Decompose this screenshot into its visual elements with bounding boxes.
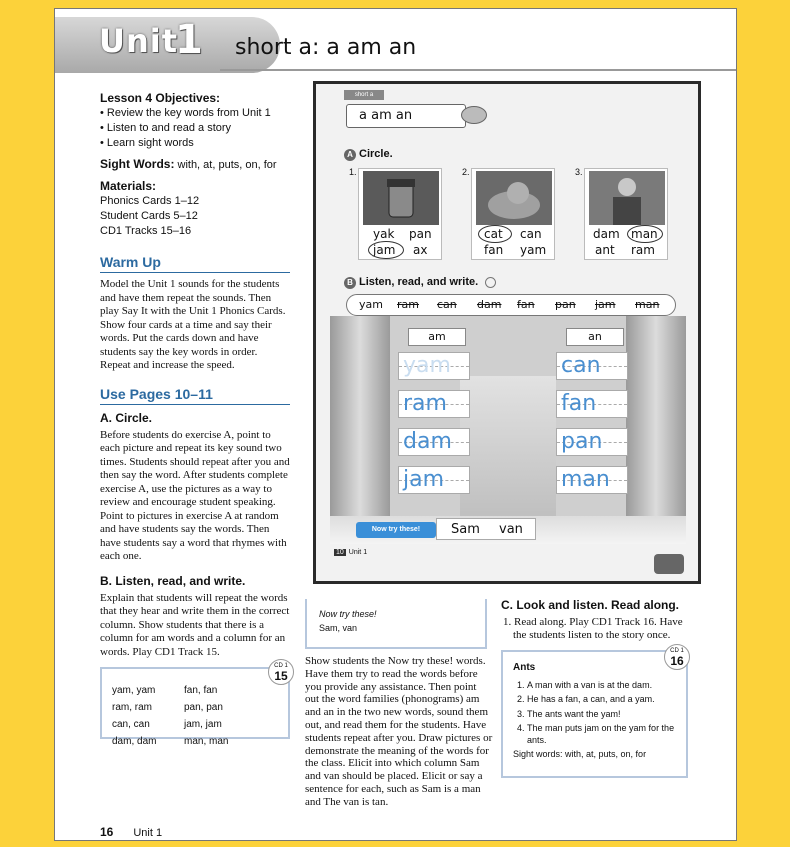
page-tag: short a bbox=[344, 90, 384, 100]
objective-item: • Learn sight words bbox=[100, 137, 194, 149]
writing-line bbox=[556, 352, 628, 380]
word-bank-item: ram bbox=[397, 298, 419, 311]
an-column-head: an bbox=[566, 328, 624, 346]
word-bank-item: man bbox=[635, 298, 660, 311]
letter-b-icon: B bbox=[344, 277, 356, 289]
student-page-footer bbox=[334, 549, 367, 556]
am-column-head: am bbox=[408, 328, 466, 346]
material-item: Student Cards 5–12 bbox=[100, 210, 198, 222]
section-b-label: Listen, read, and write. bbox=[359, 276, 479, 288]
word-bank-item: jam bbox=[595, 298, 616, 311]
listen-heading: B. Listen, read, and write. bbox=[100, 573, 246, 588]
cd-label: CD 1 bbox=[670, 648, 684, 654]
look-listen-heading: C. Look and listen. Read along. bbox=[501, 598, 680, 612]
banner-text: a am an bbox=[359, 108, 413, 123]
word-bank bbox=[346, 294, 676, 316]
teacher-guide-page bbox=[54, 8, 737, 841]
story-line: 2. He has a fan, a can, and a yam. bbox=[527, 694, 676, 706]
material-item: Phonics Cards 1–12 bbox=[100, 195, 200, 207]
cd-track: 16 bbox=[670, 654, 684, 668]
word-option: pan bbox=[409, 227, 432, 241]
objective-item: • Listen to and read a story bbox=[100, 122, 232, 134]
word-option-circled: jam bbox=[373, 243, 396, 257]
man-picture bbox=[589, 171, 665, 225]
word-option: fan bbox=[484, 243, 504, 257]
written-word: ram bbox=[403, 391, 447, 416]
written-word: dam bbox=[403, 429, 452, 454]
answer-circle bbox=[478, 225, 512, 243]
written-word: man bbox=[561, 467, 610, 492]
word-pair: pan, pan bbox=[184, 702, 223, 713]
warmup-heading: Warm Up bbox=[100, 255, 290, 273]
word-bank-item: can bbox=[437, 298, 457, 311]
unit-word: Unit bbox=[99, 22, 179, 60]
written-word: pan bbox=[561, 429, 603, 454]
material-item: CD1 Tracks 15–16 bbox=[100, 225, 192, 237]
ants-story-box bbox=[501, 650, 688, 778]
student-page-number: 10 bbox=[336, 549, 344, 556]
writing-line bbox=[398, 428, 470, 456]
now-try-words bbox=[436, 518, 536, 540]
footer-unit: Unit 1 bbox=[133, 827, 163, 839]
picture-card-man bbox=[575, 167, 668, 260]
header-rule bbox=[220, 69, 737, 71]
track-15-word-box bbox=[100, 663, 290, 747]
page-footer bbox=[100, 825, 162, 839]
cat-image bbox=[476, 171, 552, 225]
picture-card-jam bbox=[349, 167, 442, 260]
left-column bbox=[100, 91, 290, 747]
sight-words-line bbox=[100, 157, 290, 173]
story-line: 3. The ants want the yam! bbox=[527, 709, 676, 721]
story-line: 4. The man puts jam on the yam for the ants. bbox=[527, 723, 676, 746]
word-pair: ram, ram bbox=[112, 702, 152, 713]
objective-item: • Review the key words from Unit 1 bbox=[100, 107, 271, 119]
right-curtain bbox=[626, 316, 686, 544]
writing-line bbox=[398, 466, 470, 494]
page-number: 16 bbox=[100, 825, 114, 839]
warmup-text: Model the Unit 1 sounds for the students and have them repeat the sounds. Then play Say It with the Unit 1 Phonics Cards. Show four cards at a time and say their words. Put the cards down and have students say the key words in order. Repeat and increase the speed. bbox=[100, 278, 286, 371]
now-try-instructions: Show students the Now try these! words. Have them try to read the words before you provide any assistance. Then point out the word families (phonograms) am and an in the two new words, sound them out, and read them for the students. Have students repeat after you. Draw pictures or demonstrate the meaning of the words for the class. Elicit into which column Sam and van should be placed. Elicit or say a sentence for each, such as Sam is a man and The van is tan. bbox=[305, 655, 493, 808]
section-a-label: Circle. bbox=[359, 148, 393, 160]
page-header bbox=[55, 9, 737, 79]
student-page-unit: Unit 1 bbox=[348, 549, 368, 556]
writing-line bbox=[398, 352, 470, 380]
story-title: Ants bbox=[513, 662, 536, 673]
phonics-banner bbox=[346, 104, 466, 128]
word-pair: dam, dam bbox=[112, 736, 157, 747]
word-bank-item: dam bbox=[477, 298, 502, 311]
word-option: dam bbox=[593, 227, 620, 241]
jam-jar-picture bbox=[363, 171, 439, 225]
written-word: jam bbox=[403, 467, 445, 492]
cd-track-badge bbox=[268, 659, 294, 685]
audio-icon bbox=[485, 277, 496, 288]
cd-track-badge bbox=[664, 644, 690, 670]
picture-card-cat bbox=[462, 167, 555, 260]
now-try-box-words: Sam, van bbox=[319, 623, 358, 633]
word-bank-item: fan bbox=[517, 298, 535, 311]
story-lines bbox=[513, 680, 676, 747]
writing-line bbox=[556, 390, 628, 418]
word-option: ram bbox=[631, 243, 655, 257]
card-number: 2. bbox=[462, 167, 470, 177]
now-try-word: van bbox=[499, 522, 523, 537]
word-bank-item: yam bbox=[359, 298, 383, 311]
jam-jar-image bbox=[363, 171, 439, 225]
read-along-text: 1. Read along. Play CD1 Track 16. Have the students listen to the story once. bbox=[503, 616, 683, 641]
word-pair: man, man bbox=[184, 736, 229, 747]
word-pair: fan, fan bbox=[184, 685, 218, 696]
scroll-icon bbox=[461, 106, 487, 124]
writing-line bbox=[556, 466, 628, 494]
traced-word: yam bbox=[403, 353, 451, 378]
word-option: yam bbox=[520, 243, 547, 257]
left-curtain bbox=[330, 316, 390, 544]
backdrop bbox=[460, 376, 556, 526]
tractor-icon bbox=[654, 554, 684, 574]
story-sight-words: Sight words: with, at, puts, on, for bbox=[513, 749, 647, 759]
unit-number: 1 bbox=[175, 17, 203, 63]
circle-text: Before students do exercise A, point to each picture and repeat its key sound two times. Students should repeat after you and then say the word. After students complete exercise A, use the pictures as a way to review and encourage student speaking. Point to pictures in exercise A at random and have students say the words. Then have students say a word that rhymes with each one. bbox=[100, 428, 290, 562]
section-a-heading bbox=[344, 148, 393, 161]
now-try-box bbox=[305, 599, 487, 649]
section-b-heading bbox=[344, 276, 496, 289]
writing-line bbox=[556, 428, 628, 456]
word-grid bbox=[112, 683, 278, 749]
student-book-page bbox=[313, 81, 701, 584]
cat-picture bbox=[476, 171, 552, 225]
word-bank-item: pan bbox=[555, 298, 576, 311]
use-pages-heading: Use Pages 10–11 bbox=[100, 387, 290, 405]
sight-words-value: with, at, puts, on, for bbox=[174, 159, 277, 171]
answer-circle bbox=[627, 225, 663, 243]
written-word: can bbox=[561, 353, 601, 378]
word-option: yak bbox=[373, 227, 395, 241]
word-pair: jam, jam bbox=[184, 719, 222, 730]
card-number: 3. bbox=[575, 167, 583, 177]
letter-a-icon: A bbox=[344, 149, 356, 161]
man-image bbox=[589, 171, 665, 225]
now-try-word: Sam bbox=[451, 522, 480, 537]
word-pair: can, can bbox=[112, 719, 150, 730]
materials-heading: Materials: bbox=[100, 179, 157, 193]
now-try-badge: Now try these! bbox=[356, 522, 436, 538]
right-column bbox=[501, 598, 691, 778]
cd-label: CD 1 bbox=[274, 663, 288, 669]
word-option: ant bbox=[595, 243, 615, 257]
now-try-box-title: Now try these! bbox=[319, 609, 377, 619]
story-line: 1. A man with a van is at the dam. bbox=[527, 680, 676, 692]
writing-line bbox=[398, 390, 470, 418]
cd-track: 15 bbox=[274, 669, 288, 683]
objectives-heading: Lesson 4 Objectives: bbox=[100, 91, 221, 105]
page-title: short a: a am an bbox=[235, 35, 417, 60]
written-word: fan bbox=[561, 391, 597, 416]
card-number: 1. bbox=[349, 167, 357, 177]
circle-heading: A. Circle. bbox=[100, 410, 153, 425]
student-page-inner bbox=[316, 84, 698, 581]
word-pair: yam, yam bbox=[112, 685, 156, 696]
word-option-circled: cat bbox=[484, 227, 503, 241]
word-option: ax bbox=[413, 243, 428, 257]
sight-words-label: Sight Words: bbox=[100, 157, 175, 171]
answer-circle bbox=[368, 241, 404, 259]
word-option: can bbox=[520, 227, 542, 241]
listen-text: Explain that students will repeat the words that they hear and write them in the correct column. Show students that there is a column for am words and a column for an words. Play CD1 Track 15. bbox=[100, 591, 290, 658]
stage-illustration bbox=[330, 316, 686, 544]
word-option-circled: man bbox=[631, 227, 658, 241]
